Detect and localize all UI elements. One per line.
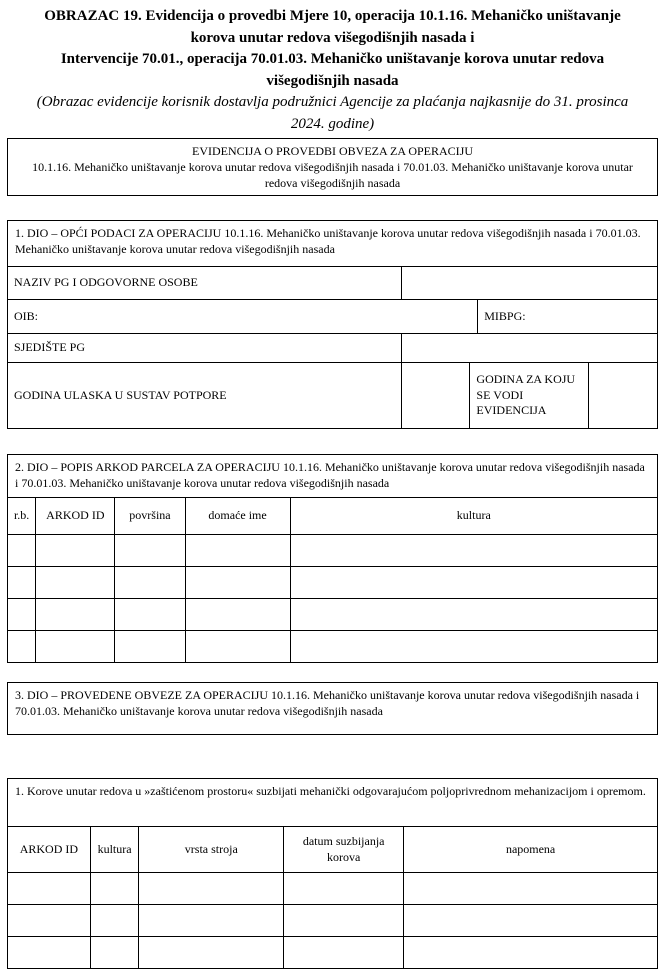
godina-ulaska-label: GODINA ULASKA U SUSTAV POTPORE bbox=[14, 387, 227, 402]
col-header-kultura: kultura bbox=[290, 498, 657, 534]
col-header-napomena: napomena bbox=[403, 827, 657, 872]
sjediste-pg-label: SJEDIŠTE PG bbox=[14, 340, 86, 355]
empty-cell bbox=[138, 873, 283, 904]
col-header-vrsta-stroja: vrsta stroja bbox=[138, 827, 283, 872]
godina-ulaska-value-cell bbox=[401, 363, 469, 428]
naziv-pg-label: NAZIV PG I ODGOVORNE OSOBE bbox=[14, 275, 198, 290]
title-line-1: OBRAZAC 19. Evidencija o provedbi Mjere 10, operacija 10.1.16. Mehaničko uništavanje bbox=[44, 8, 621, 24]
title-note-line-1: (Obrazac evidencije korisnik dostavlja podružnici Agencije za plaćanja najkasnije do 31. prosinca bbox=[36, 94, 629, 110]
empty-cell bbox=[90, 905, 139, 936]
empty-cell bbox=[8, 599, 35, 630]
section1-header-row bbox=[8, 221, 657, 266]
obligation1-table bbox=[7, 778, 658, 969]
col-header-arkod-id: ARKOD ID bbox=[19, 841, 79, 856]
section2-empty-row-1 bbox=[8, 534, 657, 566]
empty-cell bbox=[8, 535, 35, 566]
obligation1-column-header-row bbox=[8, 826, 657, 872]
godina-evidencija-value-cell bbox=[588, 363, 657, 428]
empty-cell bbox=[185, 631, 290, 662]
col-header-rb: r.b. bbox=[13, 508, 30, 523]
title-line-2: korova unutar redova višegodišnjih nasada i bbox=[190, 29, 475, 46]
empty-cell bbox=[283, 905, 403, 936]
section1-table bbox=[7, 220, 658, 429]
empty-cell bbox=[283, 873, 403, 904]
mibpg-label: MIBPG: bbox=[477, 300, 657, 333]
section2-empty-row-2 bbox=[8, 566, 657, 598]
empty-cell bbox=[283, 937, 403, 968]
empty-cell bbox=[8, 937, 90, 968]
empty-cell bbox=[8, 631, 35, 662]
obligation1-header-row bbox=[8, 779, 657, 826]
empty-cell bbox=[185, 535, 290, 566]
empty-cell bbox=[8, 567, 35, 598]
empty-cell bbox=[35, 535, 114, 566]
col-header-povrsina: površina bbox=[114, 498, 184, 534]
col-header-kultura: kultura bbox=[90, 827, 139, 872]
sjediste-pg-row bbox=[8, 333, 657, 362]
empty-cell bbox=[90, 937, 139, 968]
title-note-line-2: 2024. godine) bbox=[290, 115, 375, 132]
empty-cell bbox=[114, 631, 184, 662]
empty-cell bbox=[403, 873, 657, 904]
empty-cell bbox=[403, 905, 657, 936]
empty-cell bbox=[114, 599, 184, 630]
obligation1-empty-row-3 bbox=[8, 936, 657, 968]
section2-table bbox=[7, 454, 658, 663]
section3-box bbox=[7, 682, 658, 735]
section2-empty-row-4 bbox=[8, 630, 657, 662]
sjediste-pg-value-cell bbox=[401, 334, 657, 362]
section2-column-header-row bbox=[8, 497, 657, 534]
section1-header: 1. DIO – OPĆI PODACI ZA OPERACIJU 10.1.16. Mehaničko uništavanje korova unutar redova višegodišnjih nasada i 70.01.03. Mehaničko uništavanje korova unutar redova višegodišnjih nasada bbox=[15, 226, 641, 256]
godina-row bbox=[8, 362, 657, 428]
empty-cell bbox=[35, 631, 114, 662]
empty-cell bbox=[114, 567, 184, 598]
evidencija-box bbox=[7, 138, 658, 196]
empty-cell bbox=[8, 905, 90, 936]
oib-row bbox=[8, 299, 657, 333]
title-line-3: Intervencije 70.01., operacija 70.01.03. Mehaničko uništavanje korova unutar redova bbox=[60, 51, 605, 67]
document-title bbox=[7, 6, 658, 135]
naziv-pg-row bbox=[8, 266, 657, 299]
section2-header-row bbox=[8, 455, 657, 497]
empty-cell bbox=[185, 567, 290, 598]
section3-header-row bbox=[8, 683, 657, 734]
title-line-4: višegodišnjih nasada bbox=[266, 72, 399, 89]
obligation1-empty-row-2 bbox=[8, 904, 657, 936]
godina-evidencija-label: GODINA ZA KOJU SE VODI EVIDENCIJA bbox=[469, 363, 588, 428]
empty-cell bbox=[185, 599, 290, 630]
oib-label: OIB: bbox=[14, 308, 38, 323]
section2-header: 2. DIO – POPIS ARKOD PARCELA ZA OPERACIJU 10.1.16. Mehaničko uništavanje korova unutar redova višegodišnjih nasada i 70.01.03. Mehaničko uništavanje korova unutar redova višegodišnjih nasada bbox=[15, 460, 645, 490]
empty-cell bbox=[290, 599, 657, 630]
empty-cell bbox=[90, 873, 139, 904]
col-header-arkod-id: ARKOD ID bbox=[35, 498, 114, 534]
empty-cell bbox=[8, 873, 90, 904]
evidencija-box-subtitle: 10.1.16. Mehaničko uništavanje korova unutar redova višegodišnjih nasada i 70.01.03. Mehaničko uništavanje korova unutar redova višegodišnjih nasada bbox=[32, 160, 633, 190]
empty-cell bbox=[138, 937, 283, 968]
empty-cell bbox=[35, 567, 114, 598]
section2-empty-row-3 bbox=[8, 598, 657, 630]
obligation1-empty-row-1 bbox=[8, 872, 657, 904]
col-header-domace-ime: domaće ime bbox=[185, 498, 290, 534]
empty-cell bbox=[403, 937, 657, 968]
naziv-pg-value-cell bbox=[401, 267, 657, 299]
empty-cell bbox=[290, 631, 657, 662]
evidencija-box-title: EVIDENCIJA O PROVEDBI OBVEZA ZA OPERACIJU bbox=[191, 144, 473, 158]
empty-cell bbox=[35, 599, 114, 630]
col-header-datum-suzbijanja: datum suzbijanja korova bbox=[283, 827, 403, 872]
empty-cell bbox=[290, 567, 657, 598]
empty-cell bbox=[138, 905, 283, 936]
empty-cell bbox=[114, 535, 184, 566]
empty-cell bbox=[290, 535, 657, 566]
section3-header: 3. DIO – PROVEDENE OBVEZE ZA OPERACIJU 10.1.16. Mehaničko uništavanje korova unutar redova višegodišnjih nasada i 70.01.03. Mehaničko uništavanje korova unutar redova višegodišnjih nasada bbox=[15, 688, 640, 718]
obligation1-header: 1. Korove unutar redova u »zaštićenom prostoru« suzbijati mehanički odgovarajućom poljoprivrednom mehanizacijom i opremom. bbox=[15, 784, 646, 798]
